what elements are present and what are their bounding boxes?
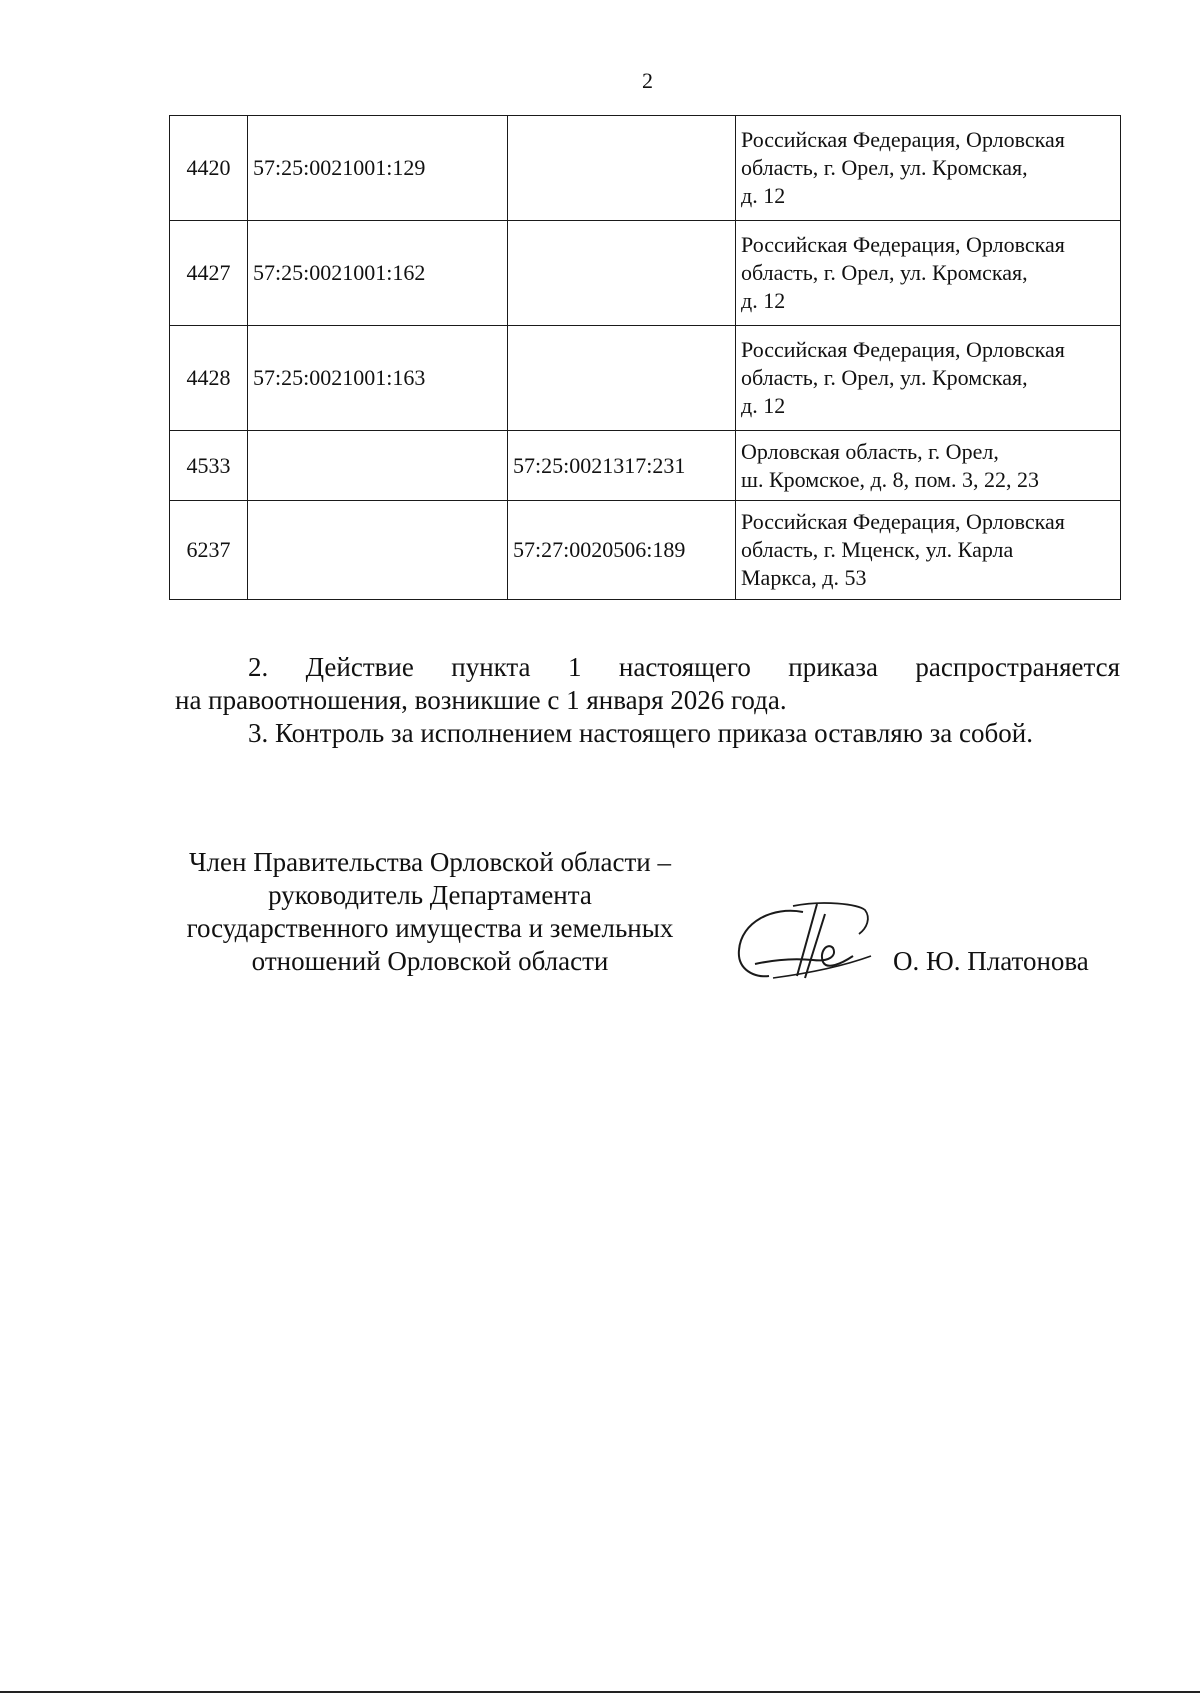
address-line: Российская Федерация, Орловская <box>741 337 1065 362</box>
address-line: Российская Федерация, Орловская <box>741 127 1065 152</box>
cell-address <box>736 431 1121 501</box>
paragraph-2 <box>175 651 1120 717</box>
position-line: государственного имущества и земельных <box>186 913 674 943</box>
cell-cadastral-number: 57:25:0021001:163 <box>248 326 508 431</box>
cell-cadastral-number-building: 57:27:0020506:189 <box>508 501 736 600</box>
table-row <box>170 221 1121 326</box>
table-row <box>170 116 1121 221</box>
cell-cadastral-number <box>248 431 508 501</box>
table-row <box>170 501 1121 600</box>
address-line: д. 12 <box>741 288 786 313</box>
cell-address <box>736 501 1121 600</box>
cell-number: 4420 <box>170 116 248 221</box>
cell-cadastral-number: 57:25:0021001:162 <box>248 221 508 326</box>
address-line: Российская Федерация, Орловская <box>741 509 1065 534</box>
page-bottom-edge <box>0 1691 1200 1693</box>
cell-number: 4428 <box>170 326 248 431</box>
address-line: Российская Федерация, Орловская <box>741 232 1065 257</box>
position-line: Член Правительства Орловской области – <box>188 847 671 877</box>
cell-cadastral-number-building <box>508 221 736 326</box>
cell-cadastral-number-building: 57:25:0021317:231 <box>508 431 736 501</box>
table-row <box>170 431 1121 501</box>
handwritten-signature <box>733 898 873 988</box>
position-line: руководитель Департамента <box>268 880 592 910</box>
address-line: ш. Кромское, д. 8, пом. 3, 22, 23 <box>741 466 1039 492</box>
objects-table <box>169 115 1121 600</box>
cell-number: 4427 <box>170 221 248 326</box>
page-number: 2 <box>642 68 653 93</box>
paragraph-3: 3. Контроль за исполнением настоящего приказа оставляю за собой. <box>248 718 1033 748</box>
table-row <box>170 326 1121 431</box>
address-line: область, г. Орел, ул. Кромская, <box>741 365 1028 390</box>
address-line: д. 12 <box>741 183 786 208</box>
address-line: область, г. Орел, ул. Кромская, <box>741 260 1028 285</box>
paragraph-2-line-2: на правоотношения, возникшие с 1 января 2026 года. <box>175 685 787 715</box>
paragraph-2-line-1: 2. Действие пункта 1 настоящего приказа распространяется <box>248 652 1120 682</box>
cell-cadastral-number-building <box>508 116 736 221</box>
cell-cadastral-number <box>248 501 508 600</box>
cell-number: 6237 <box>170 501 248 600</box>
address-line: д. 12 <box>741 393 786 418</box>
signatory-name: О. Ю. Платонова <box>893 946 1089 976</box>
cell-address <box>736 326 1121 431</box>
address-line: область, г. Орел, ул. Кромская, <box>741 155 1028 180</box>
address-line: Маркса, д. 53 <box>741 565 867 590</box>
cell-address <box>736 221 1121 326</box>
position-line: отношений Орловской области <box>251 946 609 976</box>
address-line: область, г. Мценск, ул. Карла <box>741 537 1014 562</box>
cell-cadastral-number-building <box>508 326 736 431</box>
cell-cadastral-number: 57:25:0021001:129 <box>248 116 508 221</box>
address-line: Орловская область, г. Орел, <box>741 438 999 464</box>
cell-address <box>736 116 1121 221</box>
cell-number: 4533 <box>170 431 248 501</box>
signatory-position <box>160 846 700 978</box>
